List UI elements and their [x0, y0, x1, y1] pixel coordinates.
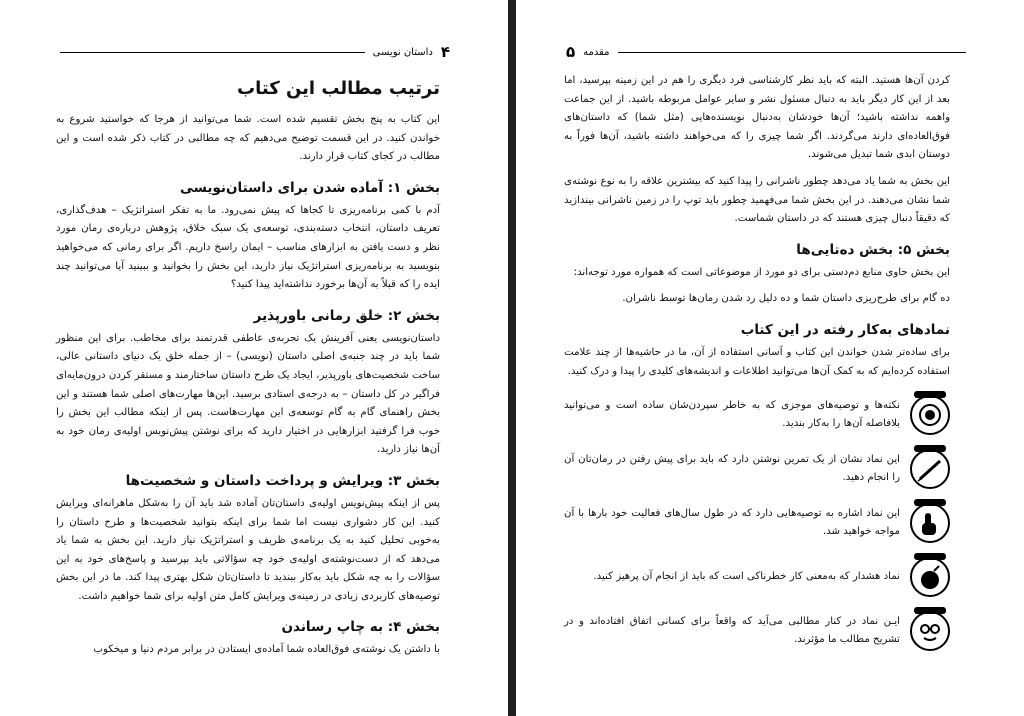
header-rule	[618, 52, 966, 53]
nerd-face-icon	[910, 611, 950, 651]
section-heading: بخش ۵: بخش ده‌تایی‌ها	[796, 241, 950, 258]
icon-legend-item	[564, 449, 950, 489]
section-paragraph: با داشتن یک نوشته‌ی فوق‌العاده شما آماده‌ی ایستادن در برابر مردم دنیا و میخکوب	[93, 644, 440, 656]
section-paragraph: پس از اینکه پیش‌نویس اولیه‌ی داستان‌تان آماده شد باید آن را به‌شکل ماهرانه‌ای ویرایش کنید. این کار دشواری نیست اما شما برای اینکه بتوانید شخصیت‌ها و طرح داستان را به‌خوبی تحلیل کنید به یک برنامه‌ی ظریف و استراتژیک نیاز دارید. این بخش به شما یاد می‌دهد که از دست‌نوشته‌ی اولیه‌ی خود چه سؤالاتی باید بپرسید و پاسخ‌های خود به این سؤالات را به چه شکل باید به‌کار ببندید تا داستان‌تان شکل بهتری پیدا کند. ما در این بخش توصیه‌های کاربردی زیادی در زمینه‌ی ویرایش کامل متن اولیه برای شما خواهیم داشت.	[56, 497, 440, 602]
icon-legend-item	[564, 395, 950, 435]
section-paragraph: آدم با کمی برنامه‌ریزی تا کجاها که پیش نمی‌رود. ما به تفکر استراتژیک – هدف‌گذاری، تعریف داستان، انتخاب دسته‌بندی، توسعه‌ی یک سبک خلاق، پژوهش درباره‌ی رمان مورد نظر و دست یافتن به ابزارهای مناسب – ایمان راسخ داریم. اگر برای رمانی که می‌خواهید بنویسید به برنامه‌ریزی استراتژیک نیاز دارید، این بخش را بخوانید و ببینید آیا می‌توانید چند ایده را که قبلاً به آن‌ها برخورد نداشته‌اید پیدا کنید؟	[56, 204, 440, 291]
pencil-exercise-icon	[910, 449, 950, 489]
icon-description: نکته‌ها و توصیه‌های موجزی که به خاطر سپردن‌شان ساده است و می‌توانید بلافاصله آن‌ها را به‌کار بندید.	[564, 400, 900, 430]
right-page-body	[564, 72, 950, 651]
continuation-paragraph: کردن آن‌ها هستید. البته که باید نظر کارشناسی فرد دیگری را هم در این زمینه بپرسید، اما بعد از این کار دیگر باید به دنبال مسئول نشر و سایر عوامل مربوطه باشید. از این جماعت واهمه نداشته باشید؛ آن‌ها خودشان به‌دنبال نویسنده‌هایی (مثل شما) که داستان‌های فوق‌العاده‌ای دارند می‌گردند. اگر شما چیزی را که می‌خواهند داشته باشید، آن‌ها فوراً به دوستان ابدی شما تبدیل می‌شوند.	[564, 75, 950, 161]
running-title: مقدمه	[583, 46, 610, 58]
section-heading: بخش ۱: آماده شدن برای داستان‌نویسی	[180, 179, 440, 196]
section-heading: بخش ۲: خلق رمانی باورپذیر	[253, 307, 440, 324]
right-page	[516, 0, 1024, 716]
section-heading: نمادهای به‌کار رفته در این کتاب	[740, 321, 950, 338]
icon-legend-item	[564, 503, 950, 543]
page-gutter	[508, 0, 516, 716]
icon-legend-item	[564, 557, 950, 597]
page-title: ترتیب مطالب این کتاب	[237, 78, 440, 99]
running-title: داستان نویسی	[372, 46, 433, 58]
icon-description: این نماد نشان از یک تمرین نوشتن دارد که باید برای پیش رفتن در رمان‌تان آن را انجام دهید.	[564, 454, 900, 484]
section-paragraph: ده گام برای طرح‌ریزی داستان شما و ده دلیل رد شدن رمان‌ها توسط ناشران.	[622, 293, 950, 305]
left-page-body	[56, 72, 440, 663]
section-paragraph: این بخش حاوی منابع دم‌دستی برای دو مورد از موضوعاتی است که همواره مورد توجه‌اند:	[573, 266, 950, 278]
pointing-hand-icon	[910, 503, 950, 543]
target-icon	[910, 395, 950, 435]
icon-description: ایـن نماد در کنار مطالبی می‌آید که واقعاً برای کسانی اتفاق افتاده‌اند و در تشریح مطالب ما مؤثرند.	[564, 616, 900, 646]
page-number: ۵	[566, 43, 576, 61]
header-rule	[60, 52, 365, 53]
section-heading: بخش ۳: ویرایش و پرداخت داستان و شخصیت‌ها	[125, 472, 440, 489]
intro-paragraph: این کتاب به پنج بخش تقسیم شده است. شما می‌توانید از هرجا که خواستید شروع به خواندن کنید. در این قسمت توضیح می‌دهیم که چه مطالبی در کتاب ذکر شده است و این مطالب در کجای کتاب قرار دارند.	[56, 114, 440, 163]
icon-description: نماد هشدار که به‌معنی کار خطرناکی است که باید از انجام آن پرهیز کنید.	[593, 571, 900, 583]
icon-legend-item	[564, 611, 950, 651]
icons-intro-paragraph: برای ساده‌تر شدن خواندن این کتاب و آسانی استفاده از آن، ما در حاشیه‌ها از چند علامت استفاده کرده‌ایم که به کمک آن‌ها می‌توانید اطلاعات و اندیشه‌های کلیدی را پیدا و درک کنید.	[564, 346, 950, 377]
page-number: ۴	[440, 43, 450, 61]
section-paragraph: داستان‌نویسی یعنی آفرینش یک تجربه‌ی عاطفی قدرتمند برای مخاطب. برای این منظور شما باید در چند جنبه‌ی اصلی داستان (نویسی) – از جمله خلق یک دنیای داستانی عالی، ساخت شخصیت‌های باورپذیر، ایجاد یک طرح داستان ساختارمند و مستقر کردن درون‌مایه‌ای فراگیر در کل داستان – به درجه‌ی استادی برسید. این‌ها مهارت‌های اصلی شما هستند و این بخش راهنمای گام به گام توسعه‌ی این مهارت‌هاست. پس از اینکه مطالب این بخش را خوب فرا گرفتید ابزارهایی در اختیار دارید که برای نوشتن پیش‌نویس اولیه‌ی رمان خود به آن‌ها نیاز دارید.	[56, 332, 440, 456]
icon-description: این نماد اشاره به توصیه‌هایی دارد که در طول سال‌های فعالیت خود بارها با آن مواجه خواهید شد.	[564, 508, 900, 538]
bomb-warning-icon	[910, 557, 950, 597]
section-heading: بخش ۴: به چاپ رساندن	[281, 619, 440, 636]
continuation-paragraph: این بخش به شما یاد می‌دهد چطور ناشرانی را پیدا کنید که بیشترین علاقه را به نوع نوشته‌ی شما نشان می‌دهند. در این بخش شما می‌فهمید چطور باید توپ را در زمین ناشرانی بیندازید که دقیقاً دنبال چیزی هستند که در داستان شماست.	[564, 175, 950, 225]
running-head	[60, 42, 450, 62]
running-head	[566, 42, 966, 62]
left-page	[0, 0, 508, 716]
